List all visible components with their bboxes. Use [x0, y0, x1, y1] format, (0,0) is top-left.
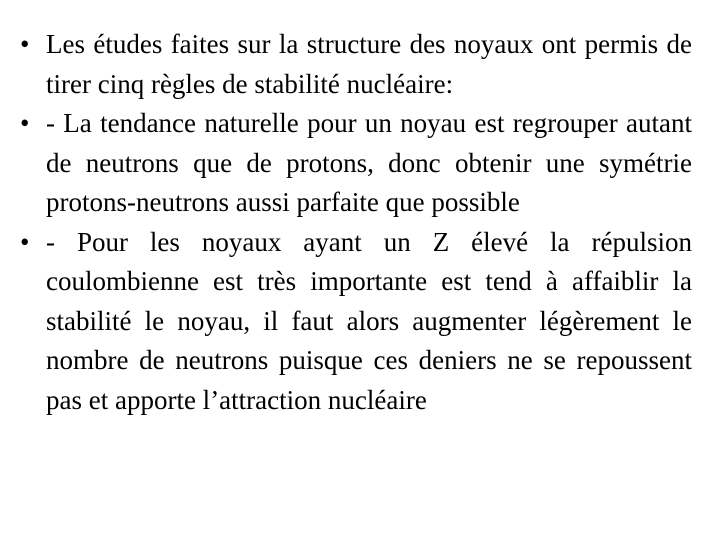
- bullet-list: [20, 25, 692, 420]
- bullet-item-intro: [20, 25, 692, 104]
- bullet-text-coulomb: - Pour les noyaux ayant un Z élevé la répulsion coulombienne est très importante est tend à affaiblir la stabilité le noyau, il faut alors augmenter légèrement le nombre de neutrons puisque ces deniers ne se repoussent pas et apporte l’attraction nucléaire: [46, 226, 692, 415]
- bullet-icon: •: [20, 226, 30, 257]
- slide-content: [20, 25, 692, 420]
- bullet-icon: •: [20, 29, 30, 59]
- bullet-text-intro: Les études faites sur la structure des noyaux ont permis de tirer cinq règles de stabilité nucléaire:: [46, 29, 692, 99]
- bullet-icon: •: [20, 108, 30, 138]
- bullet-item-symmetry: [20, 104, 692, 223]
- bullet-item-coulomb: [20, 223, 692, 421]
- bullet-text-symmetry: - La tendance naturelle pour un noyau est regrouper autant de neutrons que de protons, donc obtenir une symétrie protons-neutrons aussi parfaite que possible: [46, 108, 692, 217]
